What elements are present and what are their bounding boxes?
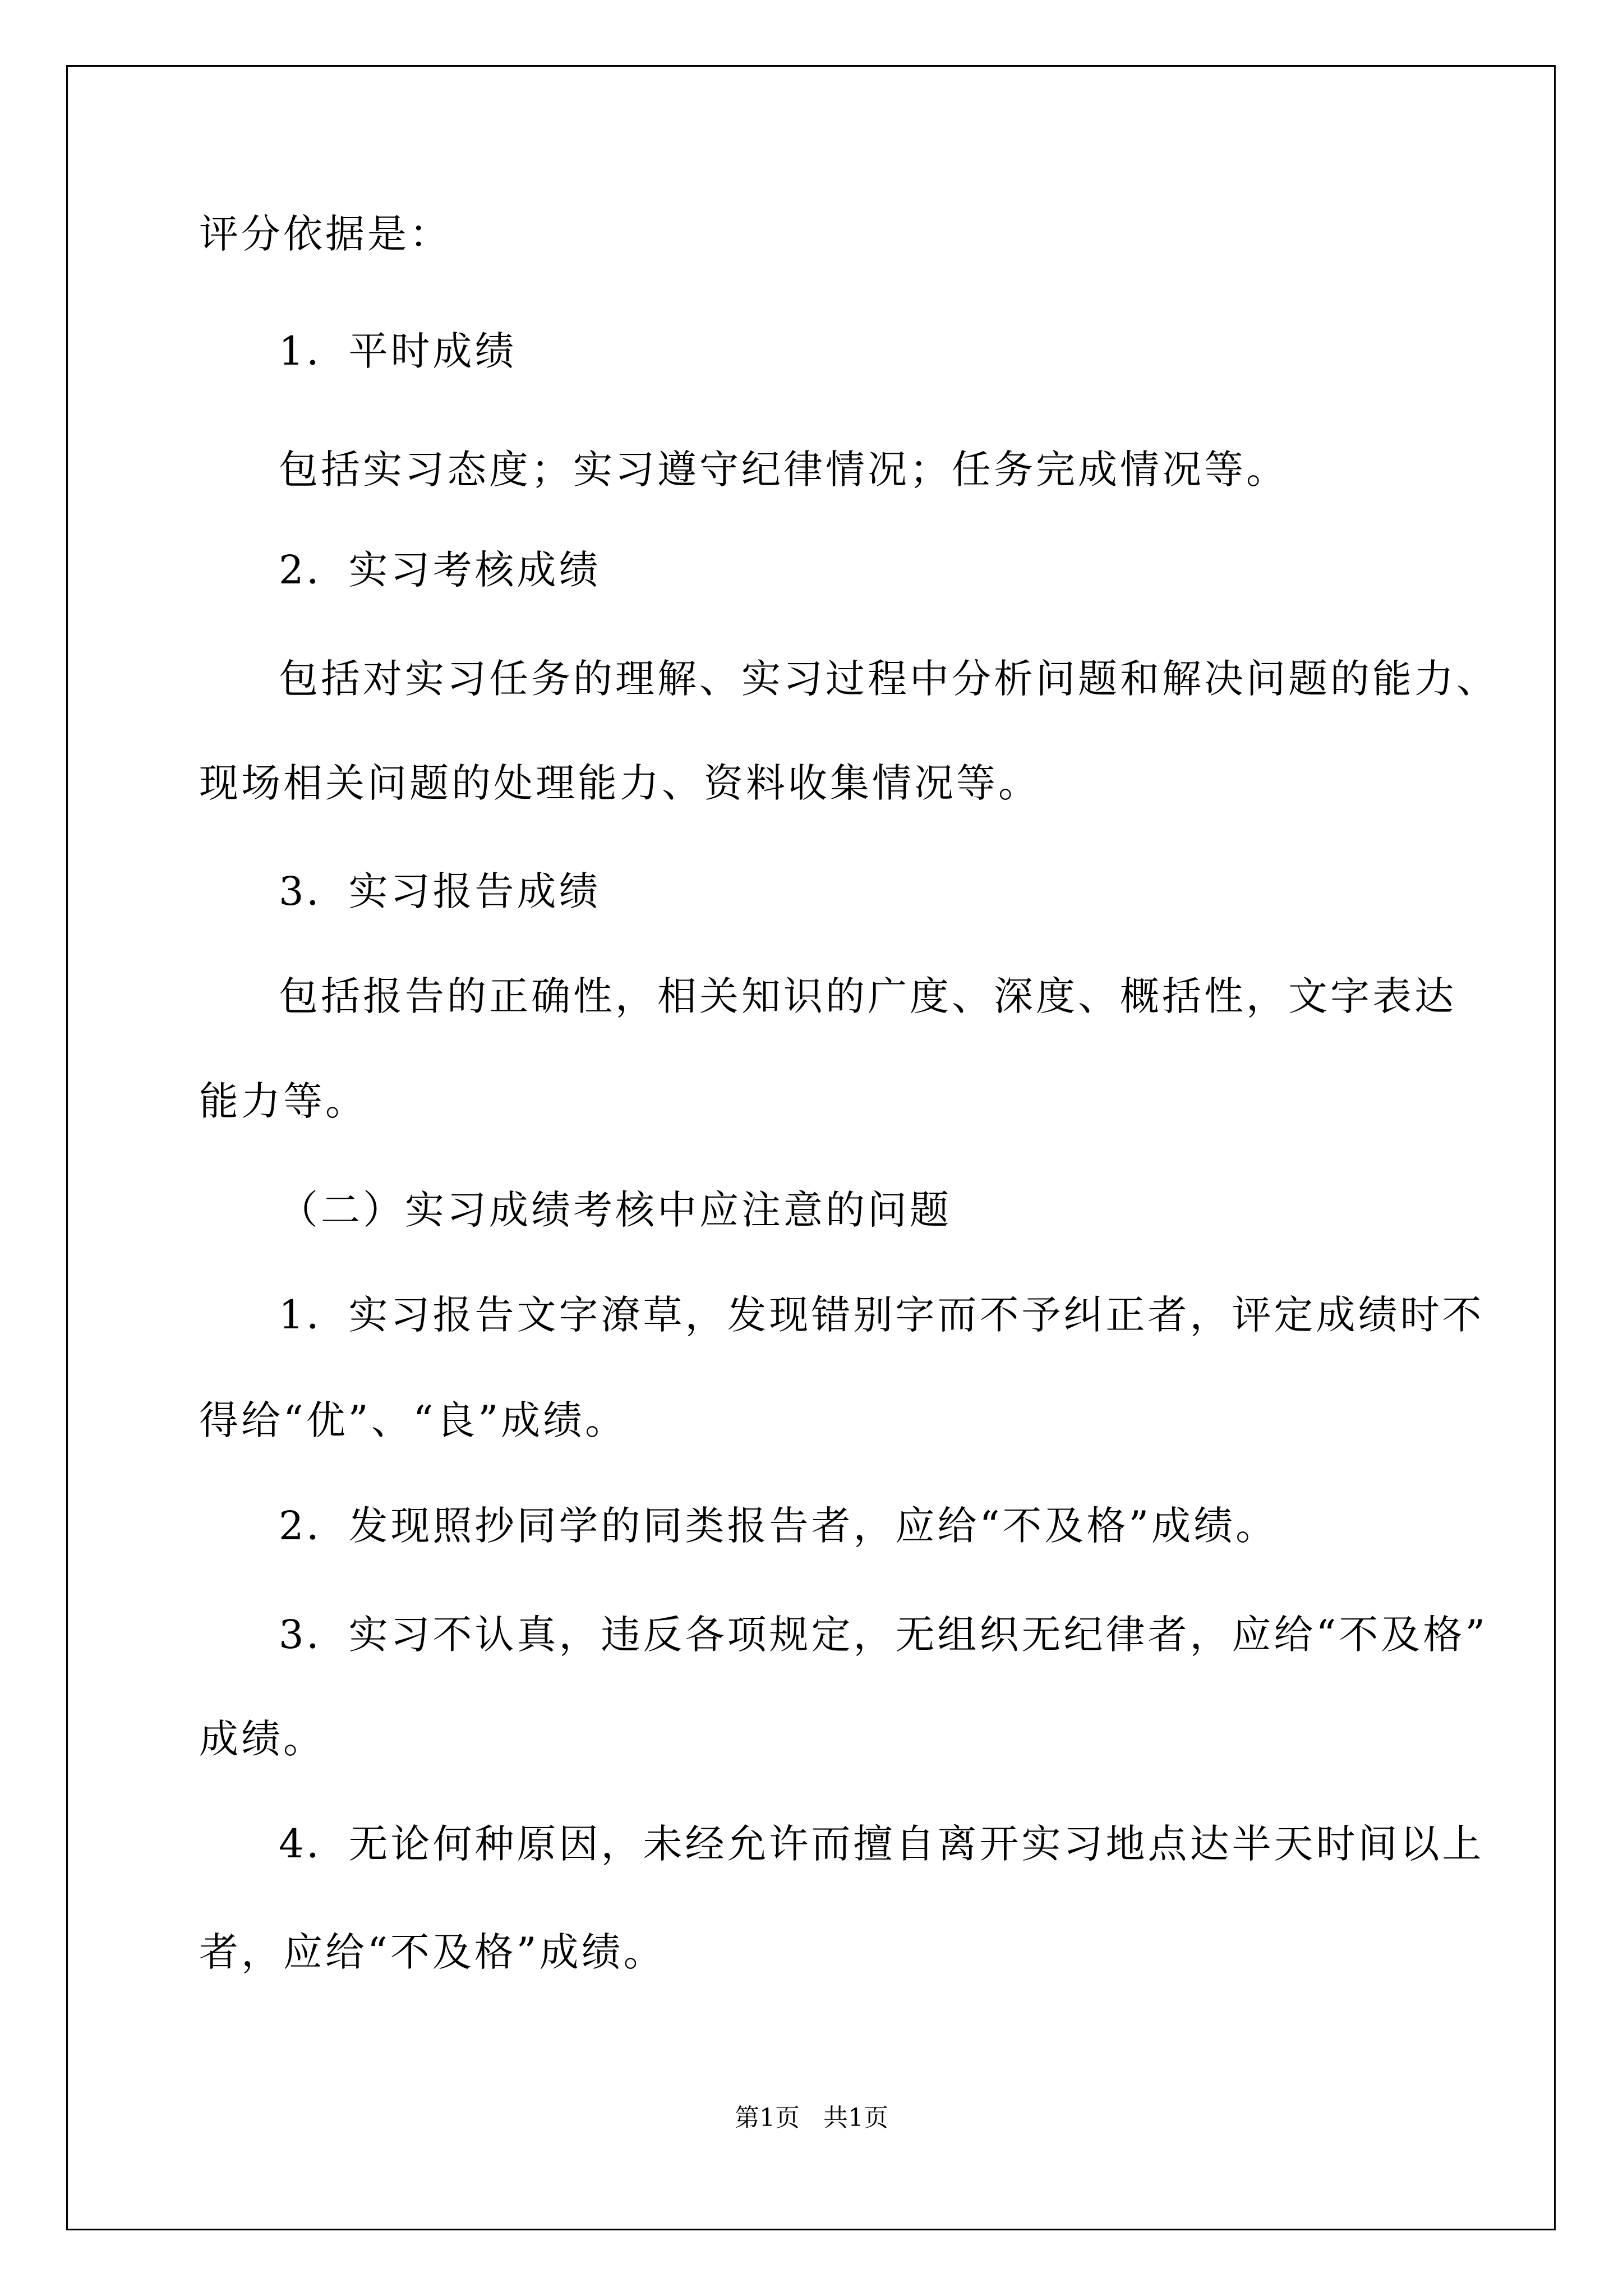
item-heading-assessment-grade: 2．实习考核成绩 [279, 547, 601, 593]
page-border [66, 65, 1556, 2230]
assessment-description-line-2: 现场相关问题的处理能力、资料收集情况等。 [199, 760, 1040, 806]
rule-3-line-1: 3．实习不认真，违反各项规定，无组织无纪律者，应给“不及格” [279, 1612, 1488, 1658]
rule-1-line-1: 1．实习报告文字潦草，发现错别字而不予纠正者，评定成绩时不 [279, 1292, 1484, 1338]
report-description-line-1: 包括报告的正确性，相关知识的广度、深度、概括性，文字表达 [279, 973, 1456, 1019]
section-heading-notes: （二）实习成绩考核中应注意的问题 [279, 1187, 952, 1233]
regular-grade-description: 包括实习态度；实习遵守纪律情况；任务完成情况等。 [279, 447, 1288, 493]
page-number-footer: 第1页 共1页 [735, 2104, 888, 2132]
report-description-line-2: 能力等。 [199, 1078, 367, 1124]
item-heading-report-grade: 3．实习报告成绩 [279, 868, 601, 914]
rule-4-line-1: 4．无论何种原因，未经允许而擅自离开实习地点达半天时间以上 [279, 1821, 1484, 1867]
rule-1-line-2: 得给“优”、“良”成绩。 [199, 1397, 628, 1443]
rule-2: 2．发现照抄同学的同类报告者，应给“不及格”成绩。 [279, 1503, 1278, 1549]
rule-4-line-2: 者，应给“不及格”成绩。 [199, 1929, 666, 1975]
item-heading-regular-grade: 1．平时成绩 [279, 328, 517, 374]
criteria-intro: 评分依据是： [199, 211, 451, 257]
rule-3-line-2: 成绩。 [199, 1716, 325, 1762]
assessment-description-line-1: 包括对实习任务的理解、实习过程中分析问题和解决问题的能力、 [279, 656, 1498, 702]
